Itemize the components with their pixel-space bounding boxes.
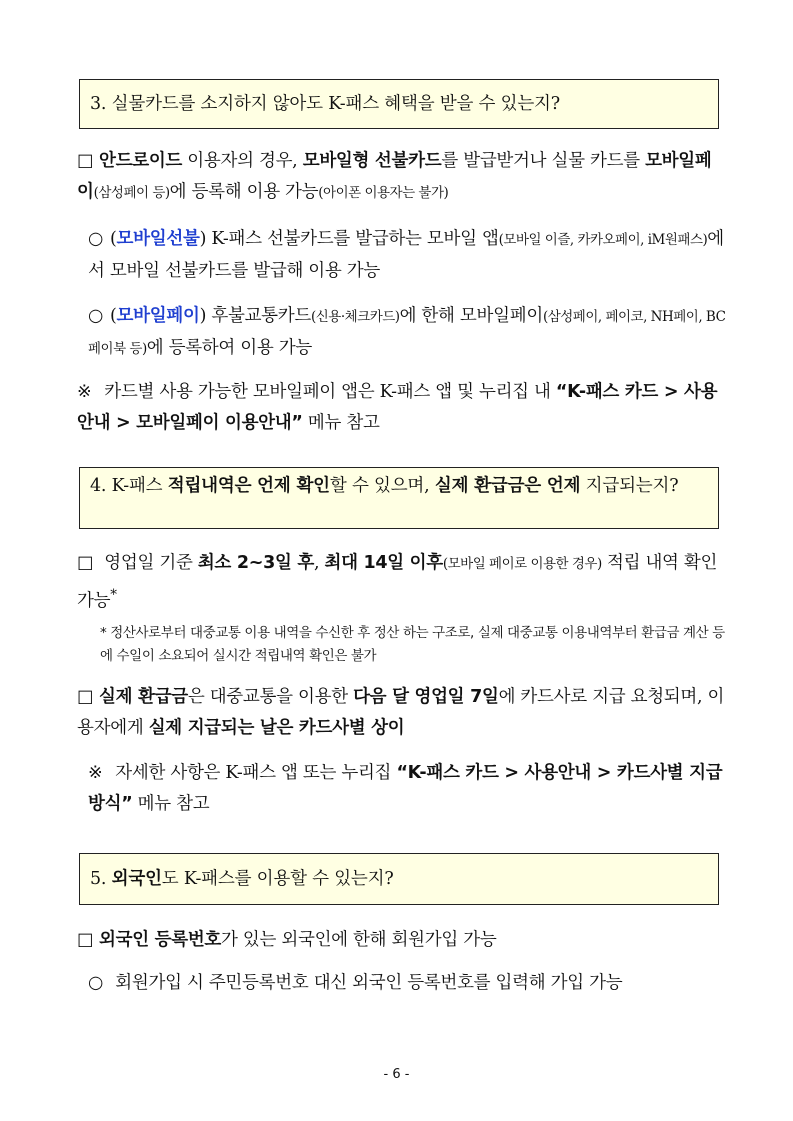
question-3-box <box>79 79 719 129</box>
circle-bullet-icon: ○ <box>88 306 103 326</box>
q4-bullet-1: □ 영업일 기준 최소 2~3일 후, 최대 14일 이후(모바일 페이로 이용한 경우) 적립 내역 확인 가능* <box>77 548 727 617</box>
reference-mark-icon: ※ <box>88 763 103 783</box>
circle-bullet-icon: ○ <box>88 973 103 993</box>
q5-bullet-1: □ 외국인 등록번호가 있는 외국인에 한해 회원가입 가능 <box>77 925 727 956</box>
q4-note: ※ 자세한 사항은 K-패스 앱 또는 누리집 “K-패스 카드 > 사용안내 > 카드사별 지급방식” 메뉴 참고 <box>88 758 726 820</box>
checkbox-bullet-icon: □ <box>77 553 94 573</box>
q3-sub-1: ○ (모바일선불) K-패스 선불카드를 발급하는 모바일 앱(모바일 이즐, 카카오페이, iM원패스)에서 모바일 선불카드를 발급해 이용 가능 <box>88 224 726 287</box>
question-5-box: 5. 외국인도 K-패스를 이용할 수 있는지? <box>79 853 719 905</box>
q3-note: ※ 카드별 사용 가능한 모바일페이 앱은 K-패스 앱 및 누리집 내 “K-패스 카드 > 사용안내 > 모바일페이 이용안내” 메뉴 참고 <box>77 377 727 439</box>
checkbox-bullet-icon: □ <box>77 151 94 171</box>
question-4-box: 4. K-패스 적립내역은 언제 확인할 수 있으며, 실제 환급금은 언제 지급되는지? <box>79 467 719 529</box>
reference-mark-icon: ※ <box>77 382 92 402</box>
page-number: - 6 - <box>383 1067 410 1082</box>
checkbox-bullet-icon: □ <box>77 687 94 707</box>
q3-sub-2: ○ (모바일페이) 후불교통카드(신용·체크카드)에 한해 모바일페이(삼성페이, 페이코, NH페이, BC페이북 등)에 등록하여 이용 가능 <box>88 301 726 365</box>
q4-bullet-2: □ 실제 환급금은 대중교통을 이용한 다음 달 영업일 7일에 카드사로 지급 요청되며, 이용자에게 실제 지급되는 날은 카드사별 상이 <box>77 682 727 744</box>
question-3-title: 3. 실물카드를 소지하지 않아도 K-패스 혜택을 받을 수 있는지? <box>90 94 560 114</box>
circle-bullet-icon: ○ <box>88 229 103 249</box>
checkbox-bullet-icon: □ <box>77 930 94 950</box>
q3-bullet-1: □ 안드로이드 이용자의 경우, 모바일형 선불카드를 발급받거나 실물 카드를 모바일페이(삼성페이 등)에 등록해 이용 가능(아이폰 이용자는 불가) <box>77 146 727 209</box>
q4-footnote: * 정산사로부터 대중교통 이용 내역을 수신한 후 정산 하는 구조로, 실제 대중교통 이용내역부터 환급금 계산 등에 수일이 소요되어 실시간 적립내역 확인은 불가 <box>100 625 725 664</box>
q5-sub-1: ○ 회원가입 시 주민등록번호 대신 외국인 등록번호를 입력해 가입 가능 <box>88 968 738 999</box>
